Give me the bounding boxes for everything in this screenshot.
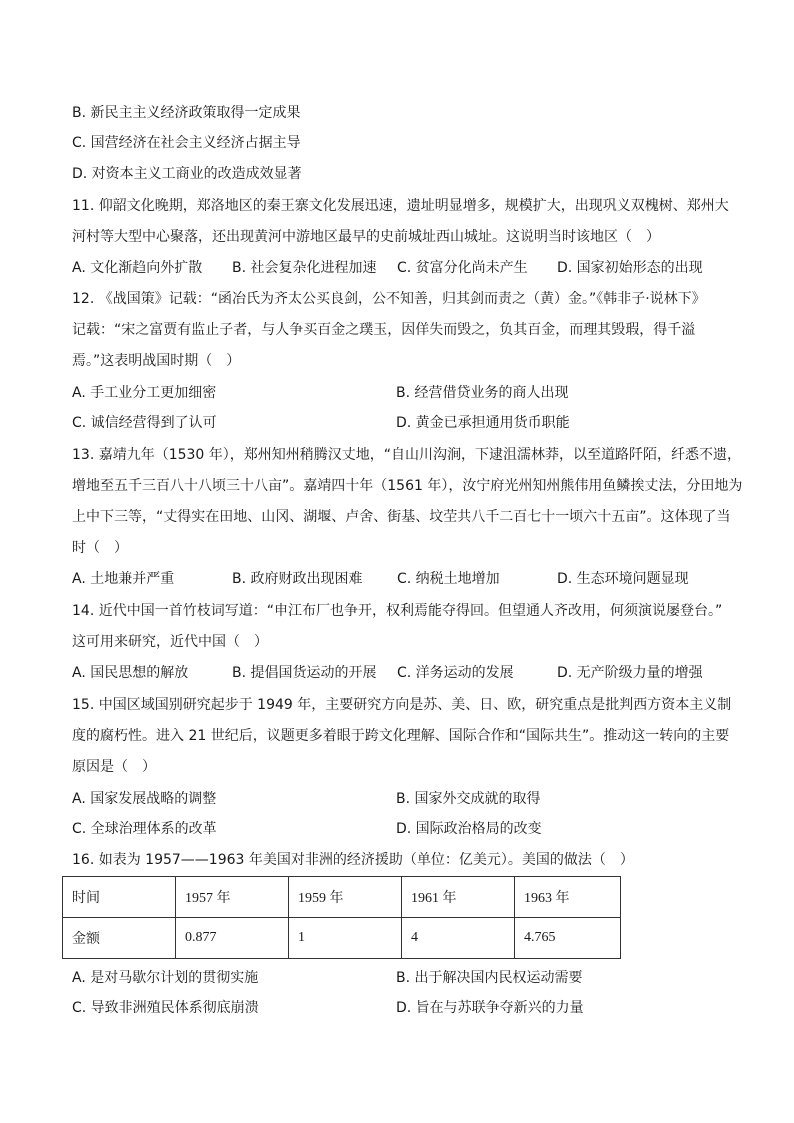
table-cell: 4.765 bbox=[515, 918, 621, 959]
table-cell: 时间 bbox=[63, 877, 176, 918]
q14-stem-line1: 14. 近代中国一首竹枝词写道：“申江布厂也争开，权利焉能夺得回。但望通人齐改用，何须演说屡登台。” bbox=[72, 603, 723, 619]
q15-option-c: C. 全球治理体系的改革 bbox=[72, 821, 217, 837]
q15-stem-line2: 度的腐朽性。进入 21 世纪后，议题更多着眼于跨文化理解、国际合作和“国际共生”。推动这一转向的主要 bbox=[72, 728, 730, 744]
q15-option-b: B. 国家外交成就的取得 bbox=[396, 791, 541, 807]
prev-option-b: B. 新民主主义经济政策取得一定成果 bbox=[72, 105, 301, 121]
table-cell: 1957 年 bbox=[176, 877, 289, 918]
q11-option-b: B. 社会复杂化进程加速 bbox=[232, 260, 377, 276]
q11-option-d: D. 国家初始形态的出现 bbox=[557, 260, 703, 276]
q13-option-d: D. 生态环境问题显现 bbox=[557, 571, 689, 587]
q13-option-a: A. 土地兼并严重 bbox=[72, 571, 175, 587]
table-cell: 1 bbox=[289, 918, 402, 959]
table-row bbox=[63, 918, 621, 959]
q14-option-b: B. 提倡国货运动的开展 bbox=[232, 665, 377, 681]
q14-option-a: A. 国民思想的解放 bbox=[72, 665, 189, 681]
table-cell: 4 bbox=[402, 918, 515, 959]
q12-option-c: C. 诚信经营得到了认可 bbox=[72, 415, 217, 431]
q15-stem-line1: 15. 中国区域国别研究起步于 1949 年，主要研究方向是苏、美、日、欧，研究重点是批判西方资本主义制 bbox=[72, 697, 732, 713]
table-cell: 1963 年 bbox=[515, 877, 621, 918]
q16-option-b: B. 出于解决国内民权运动需要 bbox=[396, 970, 583, 986]
q12-option-d: D. 黄金已承担通用货币职能 bbox=[396, 415, 570, 431]
q12-stem-line1: 12. 《战国策》记载：“函冶氏为齐太公买良剑，公不知善，归其剑而责之（黄）金。”《韩非子·说林下》 bbox=[72, 291, 706, 307]
q15-option-d: D. 国际政治格局的改变 bbox=[396, 821, 542, 837]
q11-option-c: C. 贫富分化尚未产生 bbox=[397, 260, 528, 276]
table-cell: 0.877 bbox=[176, 918, 289, 959]
q15-stem-line3: 原因是（ ） bbox=[72, 759, 156, 775]
table-header-row bbox=[63, 877, 621, 918]
q15-option-a: A. 国家发展战略的调整 bbox=[72, 791, 217, 807]
aid-table bbox=[62, 876, 621, 959]
table-cell: 1959 年 bbox=[289, 877, 402, 918]
prev-option-d: D. 对资本主义工商业的改造成效显著 bbox=[72, 166, 302, 182]
q12-option-a: A. 手工业分工更加细密 bbox=[72, 385, 217, 401]
q13-stem-line3: 上中下三等，“丈得实在田地、山冈、湖堰、卢舍、街基、坟茔共八千二百七十一顷六十五亩”。这体现了当 bbox=[72, 509, 731, 525]
q14-option-c: C. 洋务运动的发展 bbox=[397, 665, 514, 681]
q13-stem-line1: 13. 嘉靖九年（1530 年），郑州知州稍腾汉丈地，“自山川沟涧，下逮沮濡林莽，以至道路阡陌，纤悉不遗， bbox=[72, 447, 742, 463]
q13-option-c: C. 纳税土地增加 bbox=[397, 571, 500, 587]
q11-stem-line2: 河村等大型中心聚落，还出现黄河中游地区最早的史前城址西山城址。这说明当时该地区（ ） bbox=[72, 229, 660, 245]
q16-option-d: D. 旨在与苏联争夺新兴的力量 bbox=[396, 1000, 584, 1016]
q12-option-b: B. 经营借贷业务的商人出现 bbox=[396, 385, 569, 401]
q16-option-c: C. 导致非洲殖民体系彻底崩溃 bbox=[72, 1000, 259, 1016]
q16-option-a: A. 是对马歇尔计划的贯彻实施 bbox=[72, 970, 259, 986]
table-cell: 1961 年 bbox=[402, 877, 515, 918]
q13-option-b: B. 政府财政出现困难 bbox=[232, 571, 363, 587]
q13-stem-line2: 增地至五千三百八十八顷三十八亩”。嘉靖四十年（1561 年），汝宁府光州知州熊伟用鱼鳞挨丈法，分田地为 bbox=[72, 478, 743, 494]
table-cell: 金额 bbox=[63, 918, 176, 959]
q13-stem-line4: 时（ ） bbox=[72, 540, 128, 556]
q12-stem-line3: 焉。”这表明战国时期（ ） bbox=[72, 353, 241, 369]
q11-stem-line1: 11. 仰韶文化晚期，郑洛地区的秦王寨文化发展迅速，遗址明显增多，规模扩大，出现巩义双槐树、郑州大 bbox=[72, 198, 729, 214]
q12-stem-line2: 记载：“宋之富贾有监止子者，与人争买百金之璞玉，因佯失而毁之，负其百金，而理其毁瑕，得千溢 bbox=[72, 322, 696, 338]
prev-option-c: C. 国营经济在社会主义经济占据主导 bbox=[72, 135, 301, 151]
q14-stem-line2: 这可用来研究，近代中国（ ） bbox=[72, 634, 268, 650]
q14-option-d: D. 无产阶级力量的增强 bbox=[557, 665, 703, 681]
q16-stem-line1: 16. 如表为 1957——1963 年美国对非洲的经济援助（单位：亿美元）。美国的做法（ ） bbox=[72, 852, 634, 868]
q11-option-a: A. 文化渐趋向外扩散 bbox=[72, 260, 203, 276]
